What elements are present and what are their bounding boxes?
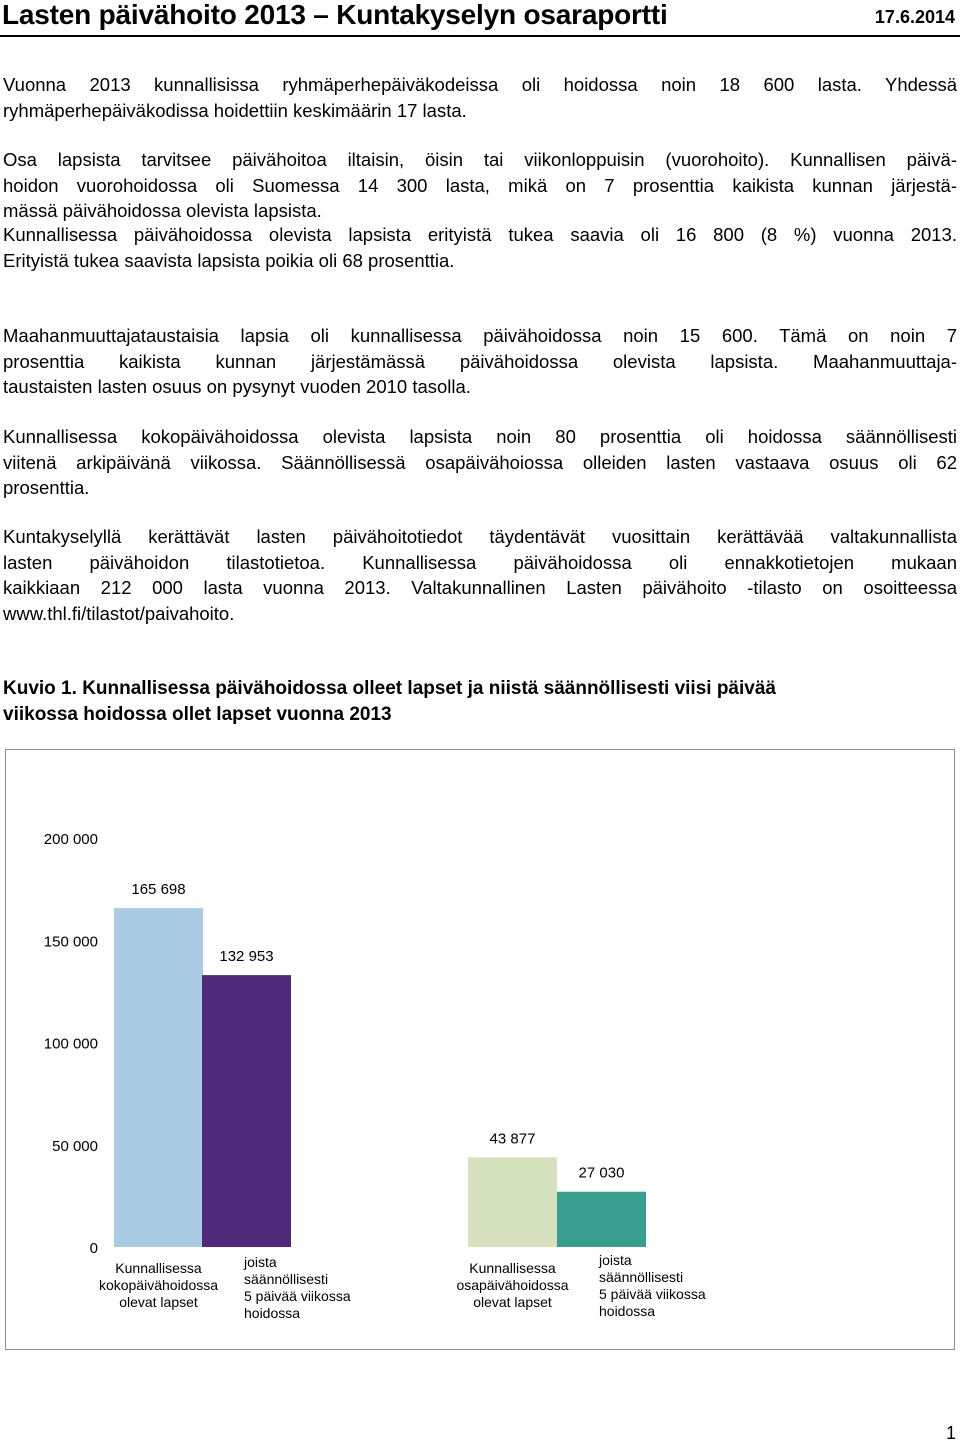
x-category-label: hoidossa: [599, 1303, 656, 1319]
y-tick-label: 50 000: [52, 1137, 98, 1155]
y-tick-label: 200 000: [43, 831, 98, 848]
figure-caption-line2: viikossa hoidossa ollet lapset vuonna 2013: [3, 704, 392, 725]
paragraph-line: Kunnallisessa päivähoidossa olevista lapsista erityistä tukea saavia oli 16 800 (8 %) vuonna 2013.: [3, 224, 957, 245]
x-category-label: olevat lapset: [473, 1294, 552, 1310]
x-category-label: säännöllisesti: [244, 1271, 329, 1287]
data-label: 27 030: [578, 1164, 625, 1182]
paragraph-line: prosenttia.: [3, 477, 90, 498]
paragraph-line: mässä päivähoidossa olevista lapsista.: [3, 200, 322, 221]
y-tick-label: 150 000: [43, 933, 98, 951]
bar: [468, 1157, 557, 1247]
paragraph-line: Kunnallisessa kokopäivähoidossa olevista lapsista noin 80 prosenttia oli hoidossa säännöllisesti: [3, 426, 957, 447]
x-category-label: olevat lapset: [119, 1294, 198, 1310]
x-category-label: joista: [244, 1254, 277, 1270]
header-divider: [0, 35, 960, 37]
paragraph-4: [3, 323, 957, 400]
document-date: 17.6.2014: [874, 7, 955, 27]
figure-label: Kuvio 1.: [3, 678, 77, 699]
paragraph-1: [3, 72, 957, 123]
paragraph-line: viitenä arkipäivänä viikossa. Säännöllisessä osapäivähoiossa olleiden lasten vastaava osuus oli 62: [3, 451, 957, 473]
paragraph-line: Osa lapsista tarvitsee päivähoitoa iltaisin, öisin tai viikonloppuisin (vuorohoito). Kunnallisen päivä-: [3, 149, 957, 170]
paragraph-2: [3, 147, 957, 224]
x-category-label: kokopäivähoidossa: [98, 1277, 219, 1293]
bar: [202, 975, 291, 1247]
paragraph-line: lasten päivähoidon tilastotietoa. Kunnallisessa päivähoidossa oli ennakkotietojen mukaan: [3, 551, 957, 573]
paragraph-5: [3, 424, 957, 501]
paragraph-line: www.thl.fi/tilastot/paivahoito.: [3, 602, 235, 624]
x-category-label: Kunnallisessa: [115, 1260, 202, 1276]
figure-caption-line1: Kunnallisessa päivähoidossa olleet lapset ja niistä säännöllisesti viisi päivää: [82, 678, 776, 699]
bar: [557, 1192, 646, 1247]
paragraph-line: taustaisten lasten osuus on pysynyt vuoden 2010 tasolla.: [3, 376, 471, 397]
data-label: 43 877: [489, 1130, 536, 1148]
data-label: 165 698: [131, 881, 186, 899]
page-number: 1: [945, 1423, 956, 1443]
paragraph-line: Maahanmuuttajataustaisia lapsia oli kunnallisessa päivähoidossa noin 15 600. Tämä on noin 7: [3, 325, 957, 346]
x-category-label: 5 päivää viikossa: [244, 1288, 351, 1304]
paragraph-3: [3, 222, 957, 273]
paragraph-line: ryhmäperhepäiväkodissa hoidettiin keskimäärin 17 lasta.: [3, 99, 467, 121]
x-category-label: osapäivähoidossa: [456, 1277, 569, 1293]
paragraph-line: Kuntakyselyllä kerättävät lasten päivähoitotiedot täydentävät vuosittain kerättävää valtakunnallista: [3, 526, 957, 547]
bar-chart: [5, 749, 955, 1350]
x-category-label: säännöllisesti: [599, 1269, 684, 1285]
page-header: [2, 0, 957, 32]
x-category-label: hoidossa: [244, 1305, 301, 1321]
x-category-label: 5 päivää viikossa: [599, 1286, 706, 1302]
paragraph-line: prosenttia kaikista kunnan järjestämässä päivähoidossa olevista lapsista. Maahanmuuttaja-: [3, 350, 957, 372]
paragraph-line: Erityistä tukea saavista lapsista poikia oli 68 prosenttia.: [3, 249, 455, 271]
paragraph-line: Vuonna 2013 kunnallisissa ryhmäperhepäiväkodeissa oli hoidossa noin 18 600 lasta. Yhdessä: [3, 74, 957, 95]
y-tick-label: 0: [89, 1240, 98, 1257]
document-title: Lasten päivähoito 2013 – Kuntakyselyn osaraportti: [2, 0, 668, 30]
x-category-label: joista: [599, 1252, 632, 1268]
bar: [114, 908, 203, 1247]
paragraph-6: [3, 524, 957, 626]
data-label: 132 953: [219, 948, 274, 966]
paragraph-line: kaikkiaan 212 000 lasta vuonna 2013. Valtakunnallinen Lasten päivähoito -tilasto on osoitteessa: [3, 577, 957, 598]
x-category-label: Kunnallisessa: [469, 1260, 556, 1276]
y-tick-label: 100 000: [43, 1035, 98, 1053]
paragraph-line: hoidon vuorohoidossa oli Suomessa 14 300 lasta, mikä on 7 prosenttia kaikista kunnan järjestä-: [3, 174, 957, 196]
figure-caption: [3, 676, 957, 728]
